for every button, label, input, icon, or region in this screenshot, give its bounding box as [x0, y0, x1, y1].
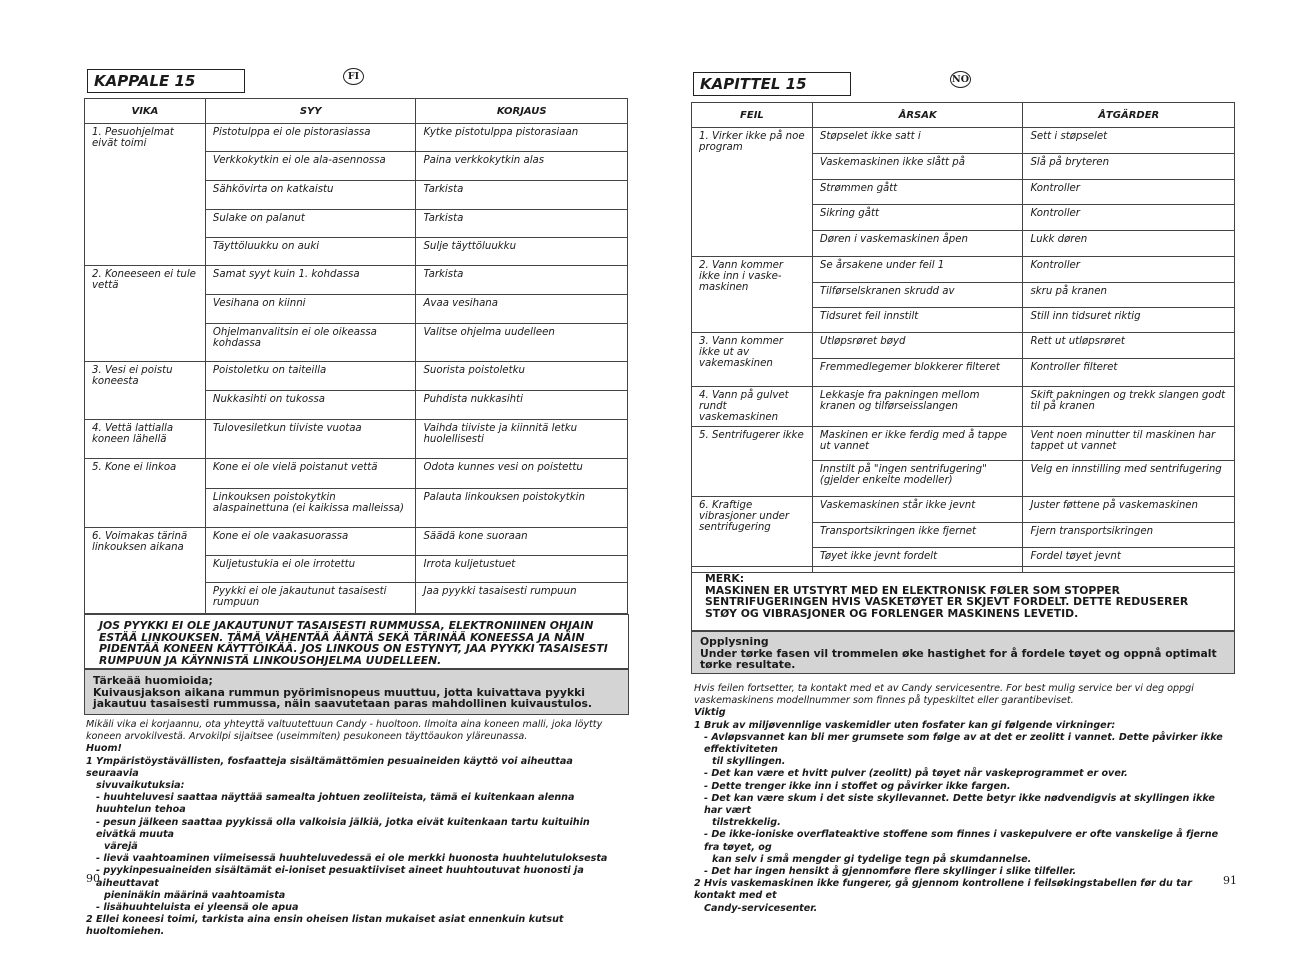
- page-number: 90: [86, 872, 100, 885]
- cause-cell: Pyykki ei ole jakautunut tasaisesti rumpuun: [205, 583, 416, 614]
- notes-item: sivuvaikutuksia:: [96, 780, 185, 792]
- info-title: Opplysning: [700, 635, 769, 648]
- notes-intro: Mikäli vika ei korjaannu, ota yhteyttä valtuutettuun Candy - huoltoon. Ilmoita aina koneen malli, joka löytty koneen arvokilvestä. Arvokilpi sijaitsee (useimmiten) pesukoneen täyttöaukon yläreunassa.: [86, 719, 603, 743]
- remedy-cell: Kontroller: [1023, 257, 1235, 283]
- cause-cell: Sikring gått: [812, 205, 1023, 231]
- notes-item: 2 Ellei koneesi toimi, tarkista aina ensin oheisen listan mukaiset asiat ennenkuin kutsut huoltomiehen.: [86, 914, 564, 938]
- notes-label: Huom!: [86, 743, 122, 755]
- notes-bullet: - Det kan være skum i det siste skyllevannet. Dette betyr ikke nødvendigvis at skyllingen ikke har vært: [704, 792, 1215, 817]
- table-row: [85, 420, 628, 459]
- notes-bullet: värejä: [104, 841, 138, 853]
- cause-cell: Innstilt på "ingen sentrifugering" (gjelder enkelte modeller): [812, 461, 1023, 497]
- cause-cell: Støpselet ikke satt i: [812, 128, 1023, 154]
- notes-bullet: - De ikke-ioniske overflateaktive stoffene som finnes i vaskepulvere er ofte vanskelige å fjerne fra tøyet, og: [704, 829, 1219, 853]
- notes-block: [694, 683, 1234, 915]
- table-row: [692, 387, 1235, 427]
- info-box: [691, 631, 1235, 674]
- cause-cell: Utløpsrøret bøyd: [812, 333, 1023, 359]
- remedy-cell: Vaihda tiiviste ja kiinnitä letku huolellisesti: [416, 420, 628, 459]
- cause-cell: Ohjelmanvalitsin ei ole oikeassa kohdassa: [205, 324, 416, 362]
- table-row: [692, 497, 1235, 523]
- cause-cell: Fremmedlegemer blokkerer filteret: [812, 359, 1023, 387]
- problem-cell: 6. Voimakas tärinä linkouksen aikana: [85, 528, 206, 614]
- notes-bullet: - huuhteluvesi saattaa näyttää samealta johtuen zeoliiteista, tämä ei kuitenkaan alenna huuhtelun tehoa: [96, 792, 575, 816]
- language-badge: NO: [950, 71, 971, 88]
- merk-title: MERK:: [705, 572, 745, 585]
- table-row: [692, 128, 1235, 154]
- notes-item: 2 Hvis vaskemaskinen ikke fungerer, gå gjennom kontrollene i feilsøkingstabellen før du tar kontakt med et: [694, 878, 1192, 902]
- cause-cell: Kone ei ole vaakasuorassa: [205, 528, 416, 556]
- remedy-cell: Lukk døren: [1023, 231, 1235, 257]
- column-header: KORJAUS: [416, 99, 628, 124]
- notes-bullet: kan selv i små mengder gi tydelige tegn på skumdannelse.: [712, 853, 1032, 865]
- cause-cell: Täyttöluukku on auki: [205, 238, 416, 266]
- table-row: [692, 427, 1235, 461]
- notes-item: 1 Bruk av miljøvennlige vaskemidler uten fosfater kan gi følgende virkninger:: [694, 719, 1116, 731]
- cause-cell: Vesihana on kiinni: [205, 295, 416, 324]
- chapter-title: KAPPALE 15: [87, 69, 245, 93]
- cause-cell: Poistoletku on taiteilla: [205, 362, 416, 391]
- notes-bullet: pieninäkin määrinä vaahtoamista: [104, 889, 286, 901]
- info-text: Kuivausjakson aikana rummun pyörimisnopeus muuttuu, jotta kuivattava pyykki jakautuu tasaisesti rummussa, näin saavutetaan paras mahdollinen kuivaustulos.: [93, 685, 593, 710]
- cause-cell: Tulovesiletkun tiiviste vuotaa: [205, 420, 416, 459]
- remedy-cell: Valitse ohjelma uudelleen: [416, 324, 628, 362]
- troubleshooting-table: [691, 102, 1235, 573]
- notes-label: Viktig: [694, 707, 726, 719]
- troubleshooting-table: [84, 98, 628, 614]
- notes-bullet: - Avløpsvannet kan bli mer grumsete som følge av at det er zeolitt i vannet. Dette påvirker ikke effektiviteten: [704, 731, 1223, 756]
- problem-cell: 3. Vesi ei poistu koneesta: [85, 362, 206, 420]
- cause-cell: Maskinen er ikke ferdig med å tappe ut vannet: [812, 427, 1023, 461]
- table-row: [692, 333, 1235, 359]
- cause-cell: Sähkövirta on katkaistu: [205, 181, 416, 210]
- column-header: ÅTGÄRDER: [1023, 103, 1235, 128]
- problem-cell: 4. Vann på gulvet rundt vaskemaskinen: [692, 387, 813, 427]
- remedy-cell: Fjern transportsikringen: [1023, 523, 1235, 548]
- cause-cell: Kone ei ole vielä poistanut vettä: [205, 459, 416, 489]
- notes-intro: Hvis feilen fortsetter, ta kontakt med et av Candy servicesentre. For best mulig service ber vi deg oppgi vaskemaskinens modellnummer som finnes på typeskiltet eller garantibeviset.: [694, 683, 1194, 707]
- remedy-cell: Paina verkkokytkin alas: [416, 152, 628, 181]
- cause-cell: Tidsuret feil innstilt: [812, 308, 1023, 333]
- remedy-cell: Vent noen minutter til maskinen har tappet ut vannet: [1023, 427, 1235, 461]
- remedy-cell: Puhdista nukkasihti: [416, 391, 628, 420]
- remedy-cell: Rett ut utløpsrøret: [1023, 333, 1235, 359]
- cause-cell: Vaskemaskinen ikke slått på: [812, 154, 1023, 180]
- notes-bullet: - Dette trenger ikke inn i stoffet og påvirker ikke fargen.: [704, 780, 1011, 792]
- remedy-cell: Kontroller: [1023, 205, 1235, 231]
- problem-cell: 6. Kraftige vibrasjoner under sentrifugering: [692, 497, 813, 573]
- info-text: Under tørke fasen vil trommelen øke hastighet for å fordele tøyet og oppnå optimalt tørke resultate.: [700, 646, 1217, 671]
- page-number: 91: [1223, 874, 1237, 887]
- cause-cell: Linkouksen poistokytkin alaspainettuna (ei kaikissa malleissa): [205, 489, 416, 528]
- language-badge: FI: [343, 68, 364, 85]
- notes-block: [86, 719, 626, 939]
- chapter-title: KAPITTEL 15: [693, 72, 851, 96]
- remedy-cell: Tarkista: [416, 266, 628, 295]
- notes-bullet: - Det kan være et hvitt pulver (zeolitt) på tøyet når vaskeprogrammet er over.: [704, 768, 1128, 780]
- remedy-cell: Sulje täyttöluukku: [416, 238, 628, 266]
- remedy-cell: Tarkista: [416, 210, 628, 238]
- cause-cell: Tilførselskranen skrudd av: [812, 283, 1023, 308]
- info-title: Tärkeää huomioida;: [93, 674, 213, 687]
- cause-cell: Kuljetustukia ei ole irrotettu: [205, 556, 416, 583]
- problem-cell: 5. Kone ei linkoa: [85, 459, 206, 528]
- remedy-cell: Suorista poistoletku: [416, 362, 628, 391]
- remedy-cell: Kytke pistotulppa pistorasiaan: [416, 124, 628, 152]
- notes-bullet: til skyllingen.: [712, 756, 786, 768]
- cause-cell: Sulake on palanut: [205, 210, 416, 238]
- remedy-cell: Tarkista: [416, 181, 628, 210]
- problem-cell: 3. Vann kommer ikke ut av vakemaskinen: [692, 333, 813, 387]
- cause-cell: Strømmen gått: [812, 180, 1023, 205]
- cause-cell: Transportsikringen ikke fjernet: [812, 523, 1023, 548]
- cause-cell: Se årsakene under feil 1: [812, 257, 1023, 283]
- remedy-cell: Irrota kuljetustuet: [416, 556, 628, 583]
- remedy-cell: Kontroller filteret: [1023, 359, 1235, 387]
- notes-bullet: tilstrekkelig.: [712, 817, 781, 829]
- table-row: [85, 528, 628, 556]
- table-row: [85, 266, 628, 295]
- problem-cell: 2. Koneeseen ei tule vettä: [85, 266, 206, 362]
- table-row: [85, 124, 628, 152]
- notes-bullet: - lisähuuhteluista ei yleensä ole apua: [96, 902, 299, 914]
- cause-cell: Døren i vaskemaskinen åpen: [812, 231, 1023, 257]
- remedy-cell: Sett i støpselet: [1023, 128, 1235, 154]
- column-header: FEIL: [692, 103, 813, 128]
- remedy-cell: Skift pakningen og trekk slangen godt til på kranen: [1023, 387, 1235, 427]
- cause-cell: Samat syyt kuin 1. kohdassa: [205, 266, 416, 295]
- column-header: SYY: [205, 99, 416, 124]
- table-row: [85, 362, 628, 391]
- remedy-cell: Avaa vesihana: [416, 295, 628, 324]
- problem-cell: 4. Vettä lattialla koneen lähellä: [85, 420, 206, 459]
- notes-item: Candy-servicesenter.: [704, 902, 818, 914]
- table-row: [692, 257, 1235, 283]
- warning-text: JOS PYYKKI EI OLE JAKAUTUNUT TASAISESTI RUMMUSSA, ELEKTRONIINEN OHJAIN ESTÄÄ LINKOUKSEN. TÄMÄ VÄHENTÄÄ ÄÄNTÄ SEKÄ TÄRINÄÄ KONEESSA JA NÄIN PIDENTÄÄ KONEEN KÄYTTÖIKÄÄ. JOS LINKOUS ON ESTYNYT, JAA PYYKKI TASAISESTI RUMPUUN JA KÄYNNISTÄ LINKOUSOHJELMA UUDELLEEN.: [99, 619, 608, 667]
- remedy-cell: Juster føttene på vaskemaskinen: [1023, 497, 1235, 523]
- cause-cell: Verkkokytkin ei ole ala-asennossa: [205, 152, 416, 181]
- remedy-cell: Still inn tidsuret riktig: [1023, 308, 1235, 333]
- problem-cell: 1. Virker ikke på noe program: [692, 128, 813, 257]
- notes-bullet: - pyykinpesuaineiden sisältämät ei-ioniset pesuaktiiviset aineet huuhtoutuvat huonosti ja aiheuttavat: [96, 865, 584, 889]
- column-header: VIKA: [85, 99, 206, 124]
- remedy-cell: Palauta linkouksen poistokytkin: [416, 489, 628, 528]
- column-header: ÅRSAK: [812, 103, 1023, 128]
- remedy-cell: Fordel tøyet jevnt: [1023, 548, 1235, 573]
- info-box: [84, 669, 629, 715]
- cause-cell: Tøyet ikke jevnt fordelt: [812, 548, 1023, 573]
- remedy-cell: Jaa pyykki tasaisesti rumpuun: [416, 583, 628, 614]
- merk-box: [691, 566, 1235, 631]
- cause-cell: Vaskemaskinen står ikke jevnt: [812, 497, 1023, 523]
- notes-bullet: - Det har ingen hensikt å gjennomføre flere skyllinger i slike tilfeller.: [704, 866, 1077, 878]
- cause-cell: Pistotulppa ei ole pistorasiassa: [205, 124, 416, 152]
- remedy-cell: Säädä kone suoraan: [416, 528, 628, 556]
- cause-cell: Lekkasje fra pakningen mellom kranen og tilførseisslangen: [812, 387, 1023, 427]
- remedy-cell: Velg en innstilling med sentrifugering: [1023, 461, 1235, 497]
- remedy-cell: skru på kranen: [1023, 283, 1235, 308]
- remedy-cell: Odota kunnes vesi on poistettu: [416, 459, 628, 489]
- remedy-cell: Slå på bryteren: [1023, 154, 1235, 180]
- warning-box: [84, 614, 629, 669]
- merk-text: MASKINEN ER UTSTYRT MED EN ELEKTRONISK FØLER SOM STOPPER SENTRIFUGERINGEN HVIS VASKETØYET ER SKJEVT FORDELT. DETTE REDUSERER STØY OG VIBRASJONER OG FORLENGER MASKINENS LEVETID.: [705, 583, 1189, 620]
- table-row: [85, 459, 628, 489]
- cause-cell: Nukkasihti on tukossa: [205, 391, 416, 420]
- notes-bullet: - lievä vaahtoaminen viimeisessä huuhteluvedessä ei ole merkki huonosta huuhtelutuloksesta: [96, 853, 608, 865]
- problem-cell: 1. Pesuohjelmat eivät toimi: [85, 124, 206, 266]
- remedy-cell: Kontroller: [1023, 180, 1235, 205]
- problem-cell: 2. Vann kommer ikke inn i vaske-maskinen: [692, 257, 813, 333]
- notes-bullet: - pesun jälkeen saattaa pyykissä olla valkoisia jälkiä, jotka eivät kuitenkaan tartu kuituihin eivätkä muuta: [96, 816, 590, 840]
- notes-item: 1 Ympäristöystävällisten, fosfaatteja sisältämättömien pesuaineiden käyttö voi aiheuttaa seuraavia: [86, 755, 573, 779]
- problem-cell: 5. Sentrifugerer ikke: [692, 427, 813, 497]
